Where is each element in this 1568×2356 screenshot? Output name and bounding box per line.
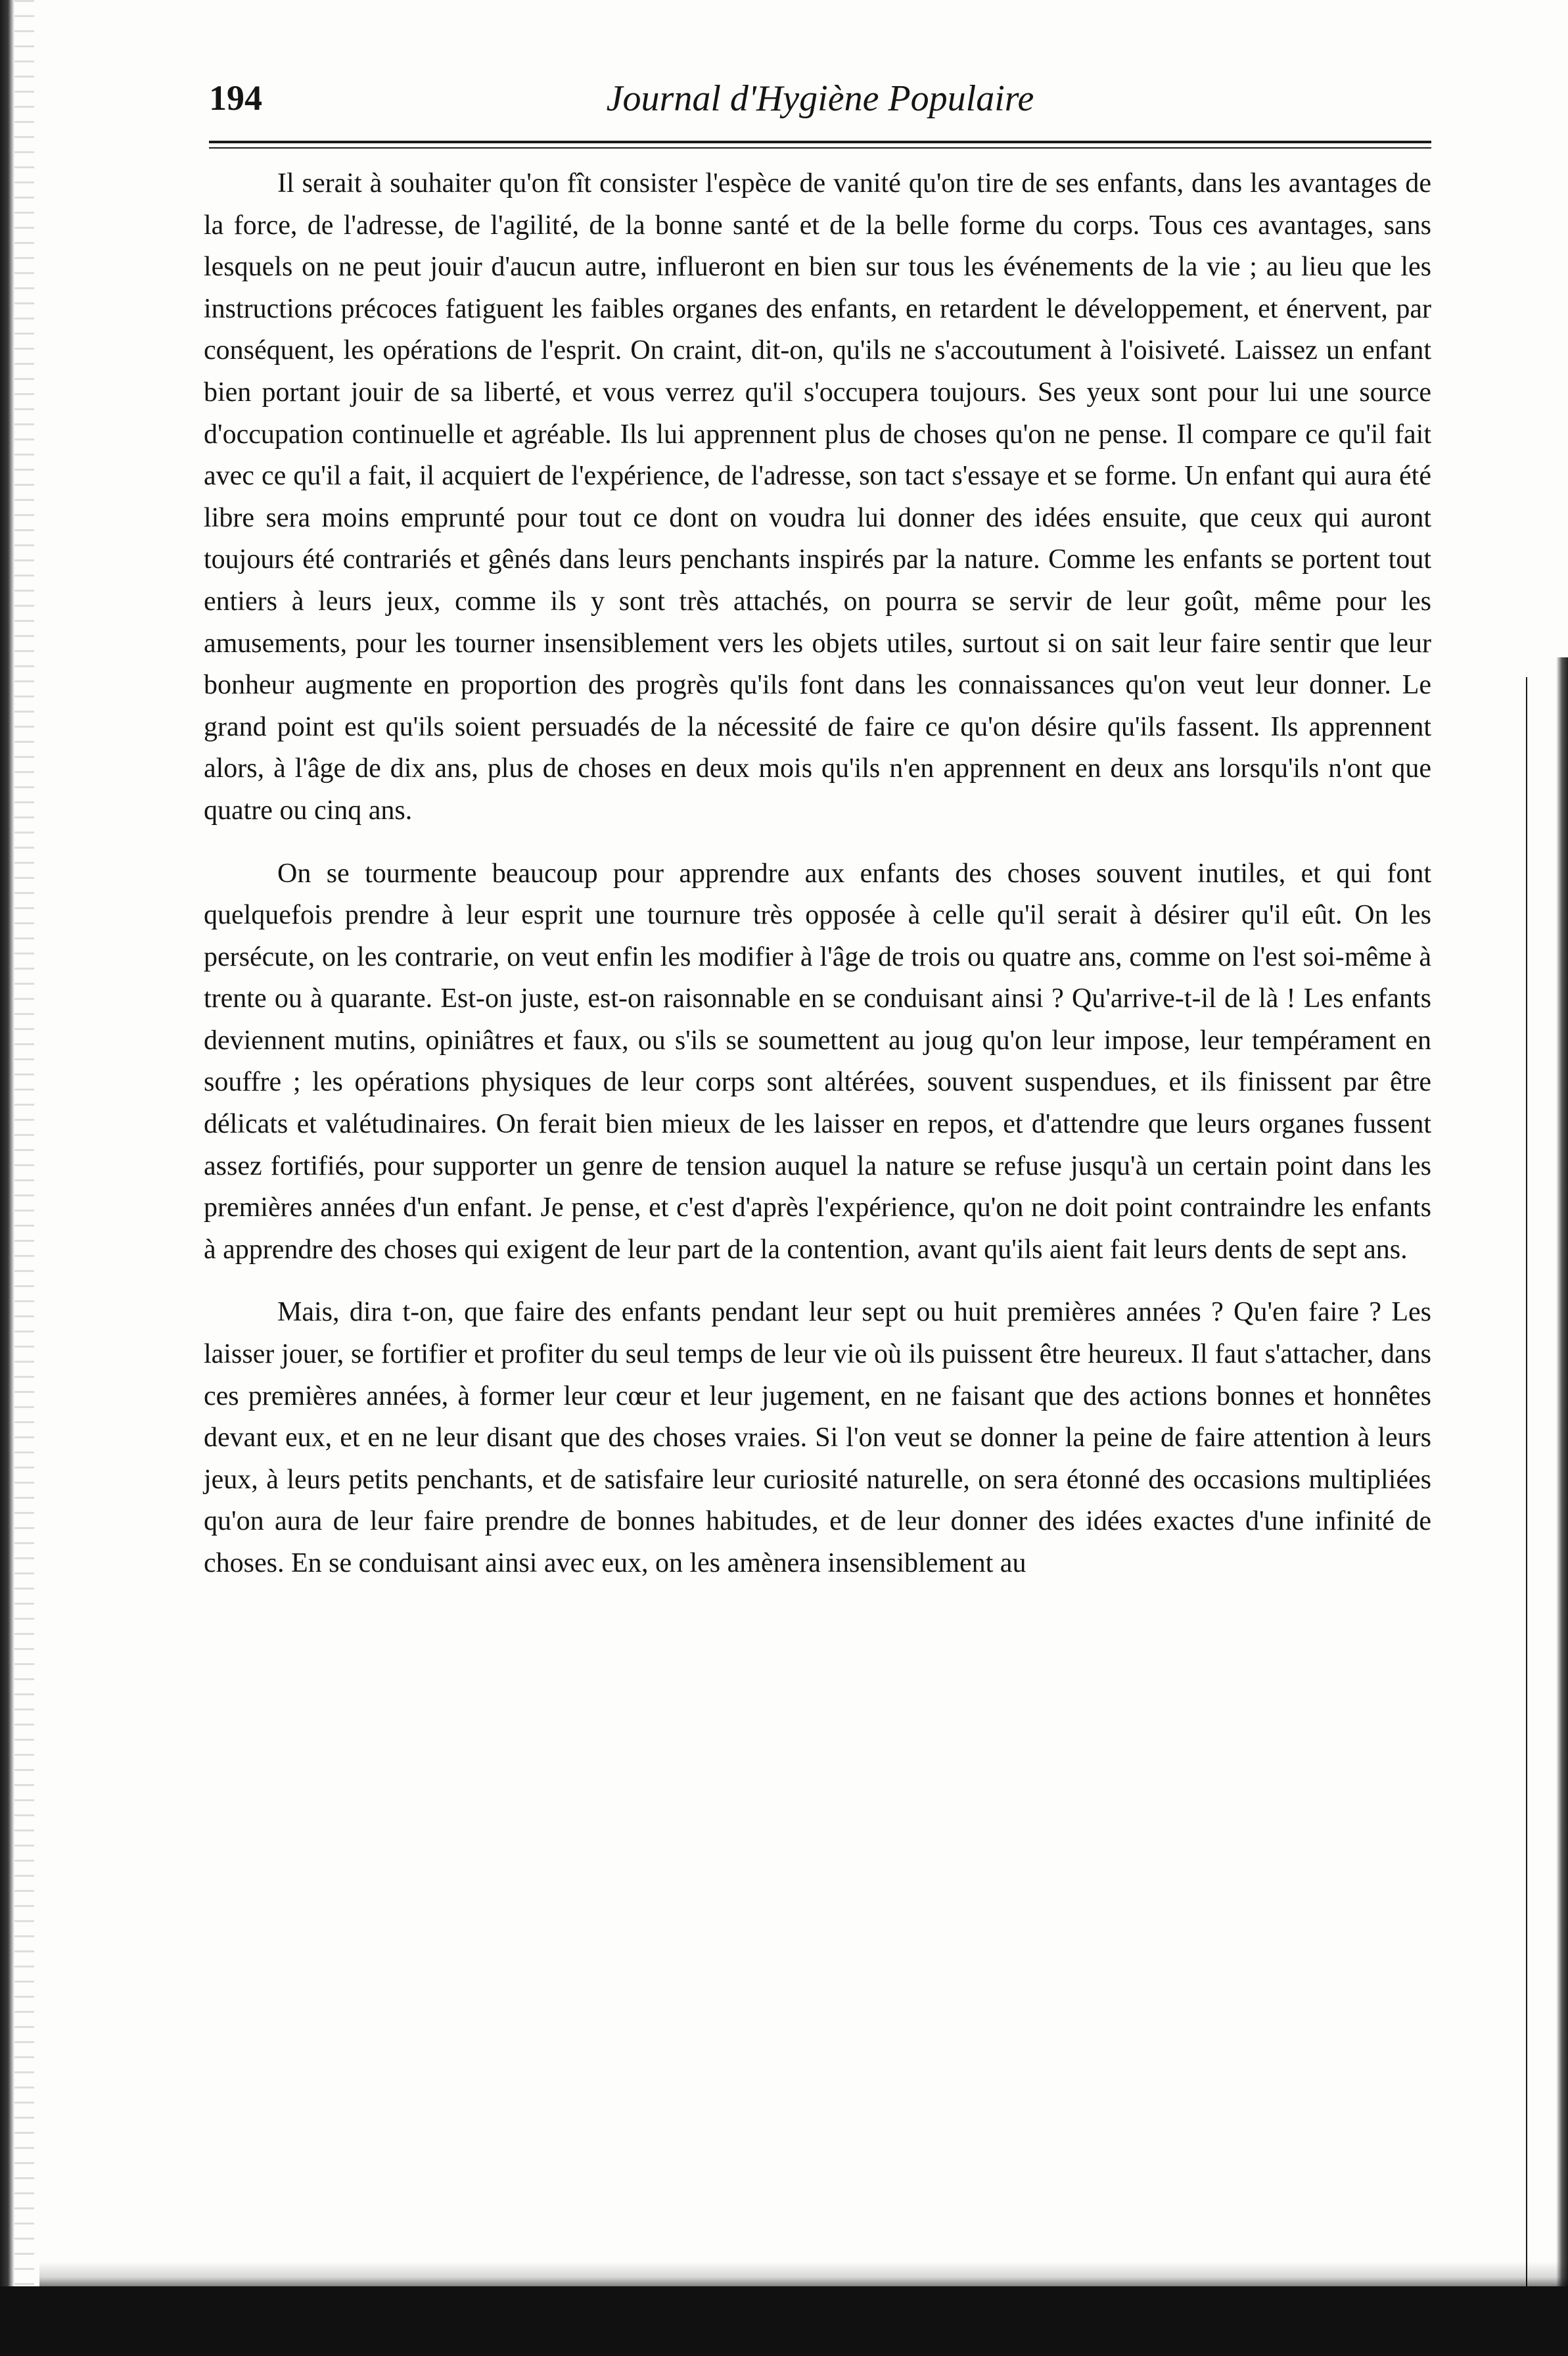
running-title: Journal d'Hygiène Populaire	[606, 78, 1034, 119]
scan-bottom-edge	[0, 2286, 1568, 2356]
header-rule-thick	[209, 141, 1431, 143]
scan-left-specks	[14, 0, 34, 2356]
scan-bottom-shadow	[39, 2261, 1568, 2288]
scan-left-edge	[0, 0, 14, 2356]
header-rule-thin	[209, 147, 1431, 149]
paragraph-3: Mais, dira t-on, que faire des enfants pendant leur sept ou huit premières années ? Qu'en faire ? Les laisser jouer, se fortifier et profiter du seul temps de leur vie où ils puissent être heureux. Il faut s'attacher, dans ces premières années, à former leur cœur et leur jugement, en ne faisant que des actions bonnes et honnêtes devant eux, et en ne leur disant que des choses vraies. Si l'on veut se donner la peine de faire attention à leurs jeux, à leurs petits penchants, et de satisfaire leur curiosité naturelle, on sera étonné des occasions multipliées qu'on aura de leur faire prendre de bonnes habitudes, et de leur donner des idées exactes d'une infinité de choses. En se conduisant ainsi avec eux, on les amènera insensiblement au	[204, 1297, 1431, 1578]
page-number: 194	[209, 78, 262, 118]
page-header	[209, 71, 1431, 137]
paragraph-2: On se tourmente beaucoup pour apprendre aux enfants des choses souvent inutiles, et qui font quelquefois prendre à leur esprit une tournure très opposée à celle qu'il serait à désirer qu'il eût. On les persécute, on les contrarie, on veut enfin les modifier à l'âge de trois ou quatre ans, comme on l'est soi-même à trente ou à quarante. Est-on juste, est-on raisonnable en se conduisant ainsi ? Qu'arrive-t-il de là ! Les enfants deviennent mutins, opiniâtres et faux, ou s'ils se soumettent au joug qu'on leur impose, leur tempérament en souffre ; les opérations physiques de leur corps sont altérées, souvent suspendues, et ils finissent par être délicats et valétudinaires. On ferait bien mieux de les laisser en repos, et d'attendre que leurs organes fussent assez fortifiés, pour supporter un genre de tension auquel la nature se refuse jusqu'à un certain point dans les premières années d'un enfant. Je pense, et c'est d'après l'expérience, qu'on ne doit point contraindre les enfants à apprendre des choses qui exigent de leur part de la contention, avant qu'ils aient fait leurs dents de sept ans.	[204, 858, 1431, 1265]
scan-right-edge	[1556, 657, 1568, 2356]
scan-right-line	[1526, 677, 1527, 2294]
paragraph-1: Il serait à souhaiter qu'on fît consister l'espèce de vanité qu'on tire de ses enfants, dans les avantages de la force, de l'adresse, de l'agilité, de la bonne santé et de la belle forme du corps. Tous ces avantages, sans lesquels on ne peut jouir d'aucun autre, influeront en bien sur tous les événements de la vie ; au lieu que les instructions précoces fatiguent les faibles organes des enfants, en retardent le développement, et énervent, par conséquent, les opérations de l'esprit. On craint, dit-on, qu'ils ne s'accoutument à l'oisiveté. Laissez un enfant bien portant jouir de sa liberté, et vous verrez qu'il s'occupera toujours. Ses yeux sont pour lui une source d'occupation continuelle et agréable. Ils lui apprennent plus de choses qu'on ne pense. Il compare ce qu'il fait avec ce qu'il a fait, il acquiert de l'expérience, de l'adresse, son tact s'essaye et se forme. Un enfant qui aura été libre sera moins emprunté pour tout ce dont on voudra lui donner des idées ensuite, que ceux qui auront toujours été contrariés et gênés dans leurs penchants inspirés par la nature. Comme les enfants se portent tout entiers à leurs jeux, comme ils y sont très attachés, on pourra se servir de leur goût, même pour les amusements, pour les tourner insensiblement vers les objets utiles, surtout si on sait leur faire sentir que leur bonheur augmente en proportion des progrès qu'ils font dans les connaissances qu'on veut leur donner. Le grand point est qu'ils soient persuadés de la nécessité de faire ce qu'on désire qu'ils fassent. Ils apprennent alors, à l'âge de dix ans, plus de choses en deux mois qu'ils n'en apprennent en deux ans lorsqu'ils n'ont que quatre ou cinq ans.	[204, 168, 1431, 826]
body-text	[204, 163, 1431, 1585]
